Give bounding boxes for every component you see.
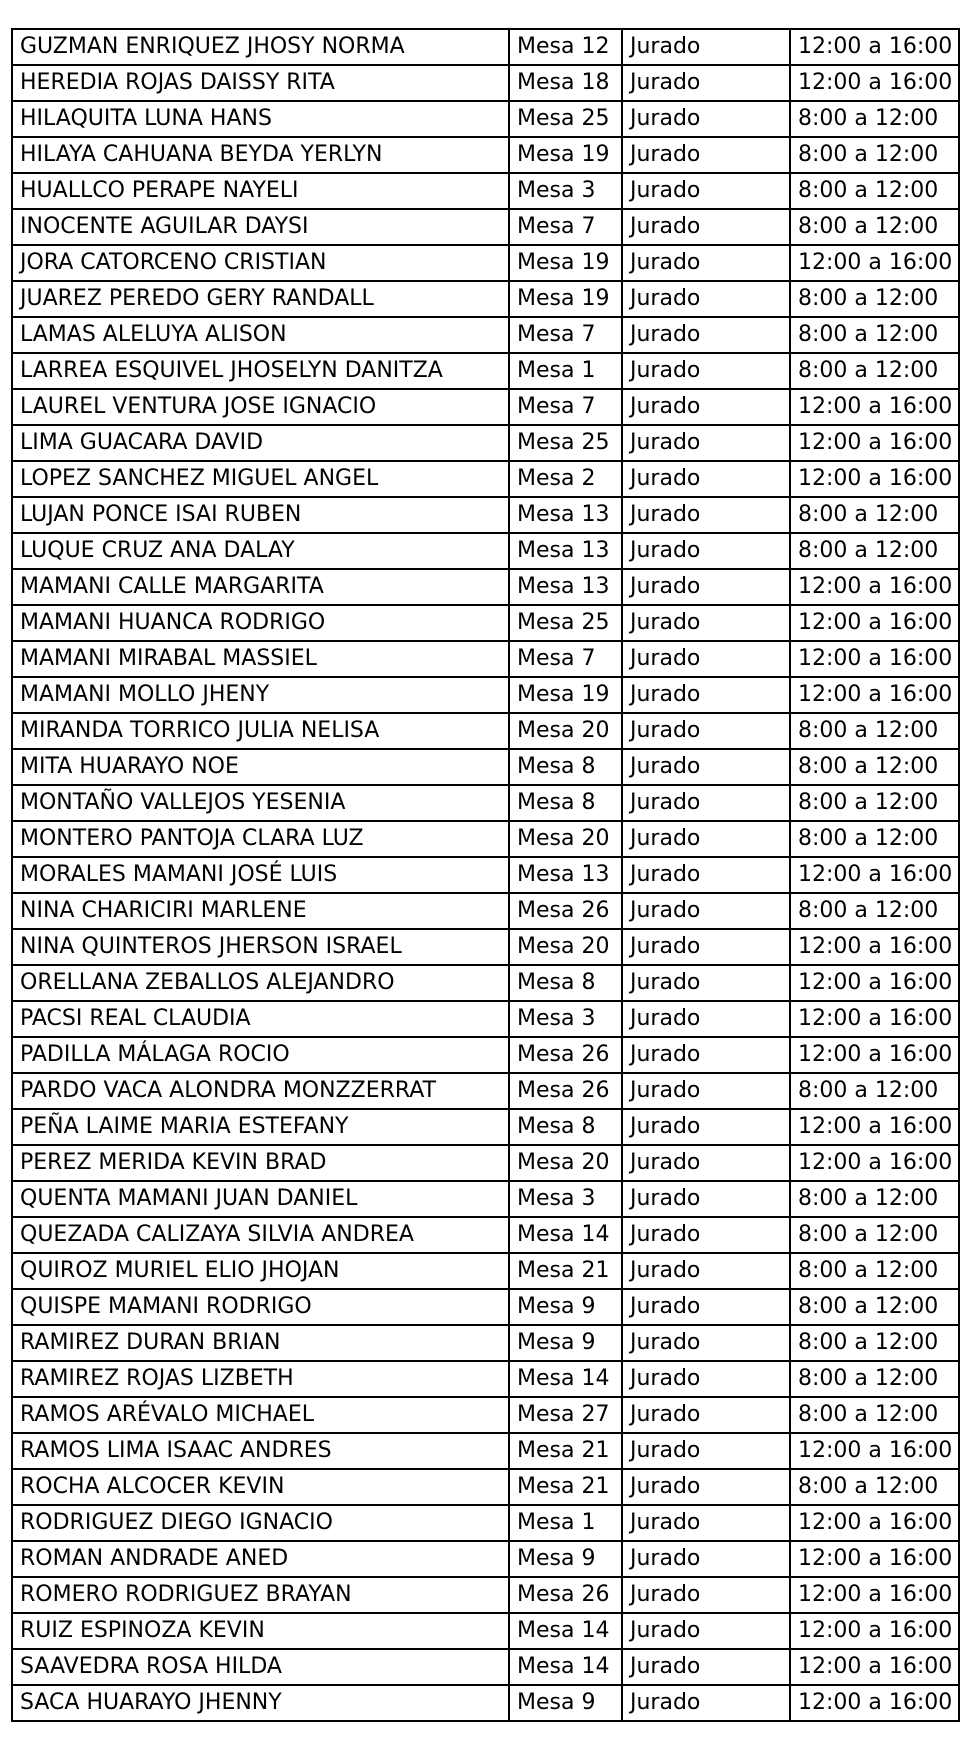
name-cell: LARREA ESQUIVEL JHOSELYN DANITZA bbox=[12, 353, 509, 389]
mesa-cell: Mesa 21 bbox=[509, 1433, 622, 1469]
name-cell: NINA CHARICIRI MARLENE bbox=[12, 893, 509, 929]
mesa-cell: Mesa 14 bbox=[509, 1613, 622, 1649]
table-row bbox=[12, 29, 959, 65]
table-row bbox=[12, 1109, 959, 1145]
role-cell: Jurado bbox=[622, 1613, 790, 1649]
schedule-cell: 8:00 a 12:00 bbox=[790, 1217, 959, 1253]
schedule-cell: 12:00 a 16:00 bbox=[790, 1613, 959, 1649]
schedule-cell: 8:00 a 12:00 bbox=[790, 1397, 959, 1433]
name-cell: QUIROZ MURIEL ELIO JHOJAN bbox=[12, 1253, 509, 1289]
table-row bbox=[12, 1433, 959, 1469]
mesa-cell: Mesa 25 bbox=[509, 101, 622, 137]
role-cell: Jurado bbox=[622, 1577, 790, 1613]
schedule-cell: 12:00 a 16:00 bbox=[790, 389, 959, 425]
mesa-cell: Mesa 26 bbox=[509, 1037, 622, 1073]
name-cell: MAMANI CALLE MARGARITA bbox=[12, 569, 509, 605]
table-row bbox=[12, 1541, 959, 1577]
schedule-cell: 12:00 a 16:00 bbox=[790, 1001, 959, 1037]
schedule-cell: 8:00 a 12:00 bbox=[790, 281, 959, 317]
name-cell: LUJAN PONCE ISAI RUBEN bbox=[12, 497, 509, 533]
schedule-cell: 8:00 a 12:00 bbox=[790, 101, 959, 137]
schedule-cell: 12:00 a 16:00 bbox=[790, 641, 959, 677]
name-cell: ROMAN ANDRADE ANED bbox=[12, 1541, 509, 1577]
mesa-cell: Mesa 19 bbox=[509, 677, 622, 713]
mesa-cell: Mesa 20 bbox=[509, 821, 622, 857]
role-cell: Jurado bbox=[622, 965, 790, 1001]
name-cell: QUISPE MAMANI RODRIGO bbox=[12, 1289, 509, 1325]
assignment-table-body bbox=[12, 29, 959, 1721]
name-cell: LIMA GUACARA DAVID bbox=[12, 425, 509, 461]
name-cell: MONTERO PANTOJA CLARA LUZ bbox=[12, 821, 509, 857]
role-cell: Jurado bbox=[622, 1217, 790, 1253]
role-cell: Jurado bbox=[622, 29, 790, 65]
schedule-cell: 8:00 a 12:00 bbox=[790, 317, 959, 353]
role-cell: Jurado bbox=[622, 389, 790, 425]
schedule-cell: 12:00 a 16:00 bbox=[790, 965, 959, 1001]
mesa-cell: Mesa 8 bbox=[509, 785, 622, 821]
schedule-cell: 12:00 a 16:00 bbox=[790, 1145, 959, 1181]
role-cell: Jurado bbox=[622, 929, 790, 965]
table-row bbox=[12, 353, 959, 389]
schedule-cell: 12:00 a 16:00 bbox=[790, 65, 959, 101]
role-cell: Jurado bbox=[622, 1685, 790, 1721]
role-cell: Jurado bbox=[622, 1541, 790, 1577]
name-cell: ROCHA ALCOCER KEVIN bbox=[12, 1469, 509, 1505]
table-row bbox=[12, 1289, 959, 1325]
table-row bbox=[12, 1649, 959, 1685]
name-cell: MONTAÑO VALLEJOS YESENIA bbox=[12, 785, 509, 821]
table-row bbox=[12, 1325, 959, 1361]
mesa-cell: Mesa 21 bbox=[509, 1469, 622, 1505]
role-cell: Jurado bbox=[622, 1433, 790, 1469]
role-cell: Jurado bbox=[622, 1037, 790, 1073]
name-cell: HILAQUITA LUNA HANS bbox=[12, 101, 509, 137]
name-cell: QUENTA MAMANI JUAN DANIEL bbox=[12, 1181, 509, 1217]
table-row bbox=[12, 713, 959, 749]
role-cell: Jurado bbox=[622, 425, 790, 461]
schedule-cell: 12:00 a 16:00 bbox=[790, 29, 959, 65]
mesa-cell: Mesa 7 bbox=[509, 389, 622, 425]
role-cell: Jurado bbox=[622, 101, 790, 137]
table-row bbox=[12, 605, 959, 641]
table-row bbox=[12, 533, 959, 569]
name-cell: HUALLCO PERAPE NAYELI bbox=[12, 173, 509, 209]
role-cell: Jurado bbox=[622, 1289, 790, 1325]
mesa-cell: Mesa 20 bbox=[509, 1145, 622, 1181]
mesa-cell: Mesa 8 bbox=[509, 749, 622, 785]
mesa-cell: Mesa 3 bbox=[509, 1181, 622, 1217]
name-cell: PEÑA LAIME MARIA ESTEFANY bbox=[12, 1109, 509, 1145]
mesa-cell: Mesa 14 bbox=[509, 1361, 622, 1397]
table-row bbox=[12, 1037, 959, 1073]
schedule-cell: 12:00 a 16:00 bbox=[790, 1505, 959, 1541]
table-row bbox=[12, 677, 959, 713]
role-cell: Jurado bbox=[622, 65, 790, 101]
name-cell: PADILLA MÁLAGA ROCIO bbox=[12, 1037, 509, 1073]
table-row bbox=[12, 1217, 959, 1253]
role-cell: Jurado bbox=[622, 641, 790, 677]
name-cell: LAUREL VENTURA JOSE IGNACIO bbox=[12, 389, 509, 425]
schedule-cell: 12:00 a 16:00 bbox=[790, 569, 959, 605]
mesa-cell: Mesa 9 bbox=[509, 1325, 622, 1361]
role-cell: Jurado bbox=[622, 533, 790, 569]
schedule-cell: 12:00 a 16:00 bbox=[790, 929, 959, 965]
table-row bbox=[12, 1073, 959, 1109]
mesa-cell: Mesa 19 bbox=[509, 245, 622, 281]
schedule-cell: 12:00 a 16:00 bbox=[790, 245, 959, 281]
role-cell: Jurado bbox=[622, 353, 790, 389]
role-cell: Jurado bbox=[622, 317, 790, 353]
table-row bbox=[12, 1001, 959, 1037]
mesa-cell: Mesa 13 bbox=[509, 533, 622, 569]
role-cell: Jurado bbox=[622, 785, 790, 821]
table-row bbox=[12, 425, 959, 461]
mesa-cell: Mesa 13 bbox=[509, 497, 622, 533]
role-cell: Jurado bbox=[622, 1073, 790, 1109]
table-row bbox=[12, 209, 959, 245]
name-cell: MAMANI MIRABAL MASSIEL bbox=[12, 641, 509, 677]
mesa-cell: Mesa 14 bbox=[509, 1217, 622, 1253]
mesa-cell: Mesa 25 bbox=[509, 425, 622, 461]
schedule-cell: 8:00 a 12:00 bbox=[790, 1325, 959, 1361]
table-row bbox=[12, 1361, 959, 1397]
mesa-cell: Mesa 20 bbox=[509, 713, 622, 749]
mesa-cell: Mesa 27 bbox=[509, 1397, 622, 1433]
role-cell: Jurado bbox=[622, 1361, 790, 1397]
table-row bbox=[12, 497, 959, 533]
role-cell: Jurado bbox=[622, 1397, 790, 1433]
name-cell: PARDO VACA ALONDRA MONZZERRAT bbox=[12, 1073, 509, 1109]
mesa-cell: Mesa 25 bbox=[509, 605, 622, 641]
name-cell: RAMOS ARÉVALO MICHAEL bbox=[12, 1397, 509, 1433]
schedule-cell: 8:00 a 12:00 bbox=[790, 1469, 959, 1505]
mesa-cell: Mesa 7 bbox=[509, 641, 622, 677]
mesa-cell: Mesa 3 bbox=[509, 173, 622, 209]
table-row bbox=[12, 317, 959, 353]
role-cell: Jurado bbox=[622, 605, 790, 641]
schedule-cell: 8:00 a 12:00 bbox=[790, 821, 959, 857]
mesa-cell: Mesa 20 bbox=[509, 929, 622, 965]
mesa-cell: Mesa 19 bbox=[509, 281, 622, 317]
mesa-cell: Mesa 13 bbox=[509, 857, 622, 893]
table-row bbox=[12, 641, 959, 677]
table-row bbox=[12, 821, 959, 857]
table-row bbox=[12, 785, 959, 821]
schedule-cell: 8:00 a 12:00 bbox=[790, 353, 959, 389]
name-cell: HILAYA CAHUANA BEYDA YERLYN bbox=[12, 137, 509, 173]
schedule-cell: 8:00 a 12:00 bbox=[790, 533, 959, 569]
role-cell: Jurado bbox=[622, 1253, 790, 1289]
name-cell: HEREDIA ROJAS DAISSY RITA bbox=[12, 65, 509, 101]
mesa-cell: Mesa 1 bbox=[509, 1505, 622, 1541]
role-cell: Jurado bbox=[622, 1145, 790, 1181]
name-cell: MIRANDA TORRICO JULIA NELISA bbox=[12, 713, 509, 749]
name-cell: PACSI REAL CLAUDIA bbox=[12, 1001, 509, 1037]
name-cell: SACA HUARAYO JHENNY bbox=[12, 1685, 509, 1721]
table-row bbox=[12, 1505, 959, 1541]
name-cell: MITA HUARAYO NOE bbox=[12, 749, 509, 785]
schedule-cell: 8:00 a 12:00 bbox=[790, 497, 959, 533]
table-row bbox=[12, 245, 959, 281]
name-cell: RODRIGUEZ DIEGO IGNACIO bbox=[12, 1505, 509, 1541]
schedule-cell: 12:00 a 16:00 bbox=[790, 1541, 959, 1577]
name-cell: RAMIREZ ROJAS LIZBETH bbox=[12, 1361, 509, 1397]
table-row bbox=[12, 1577, 959, 1613]
table-row bbox=[12, 1469, 959, 1505]
mesa-cell: Mesa 2 bbox=[509, 461, 622, 497]
name-cell: SAAVEDRA ROSA HILDA bbox=[12, 1649, 509, 1685]
name-cell: ROMERO RODRIGUEZ BRAYAN bbox=[12, 1577, 509, 1613]
table-row bbox=[12, 137, 959, 173]
assignment-table bbox=[11, 28, 960, 1722]
table-row bbox=[12, 965, 959, 1001]
mesa-cell: Mesa 14 bbox=[509, 1649, 622, 1685]
schedule-cell: 12:00 a 16:00 bbox=[790, 1433, 959, 1469]
schedule-cell: 8:00 a 12:00 bbox=[790, 137, 959, 173]
role-cell: Jurado bbox=[622, 1469, 790, 1505]
table-row bbox=[12, 1397, 959, 1433]
schedule-cell: 12:00 a 16:00 bbox=[790, 425, 959, 461]
role-cell: Jurado bbox=[622, 713, 790, 749]
name-cell: MAMANI MOLLO JHENY bbox=[12, 677, 509, 713]
mesa-cell: Mesa 9 bbox=[509, 1289, 622, 1325]
schedule-cell: 12:00 a 16:00 bbox=[790, 1649, 959, 1685]
role-cell: Jurado bbox=[622, 1181, 790, 1217]
schedule-cell: 12:00 a 16:00 bbox=[790, 605, 959, 641]
role-cell: Jurado bbox=[622, 821, 790, 857]
table-row bbox=[12, 893, 959, 929]
schedule-cell: 12:00 a 16:00 bbox=[790, 857, 959, 893]
table-row bbox=[12, 281, 959, 317]
mesa-cell: Mesa 9 bbox=[509, 1685, 622, 1721]
mesa-cell: Mesa 9 bbox=[509, 1541, 622, 1577]
mesa-cell: Mesa 21 bbox=[509, 1253, 622, 1289]
schedule-cell: 12:00 a 16:00 bbox=[790, 461, 959, 497]
mesa-cell: Mesa 8 bbox=[509, 965, 622, 1001]
schedule-cell: 12:00 a 16:00 bbox=[790, 1037, 959, 1073]
table-row bbox=[12, 389, 959, 425]
name-cell: MAMANI HUANCA RODRIGO bbox=[12, 605, 509, 641]
schedule-cell: 8:00 a 12:00 bbox=[790, 893, 959, 929]
table-row bbox=[12, 1145, 959, 1181]
name-cell: INOCENTE AGUILAR DAYSI bbox=[12, 209, 509, 245]
role-cell: Jurado bbox=[622, 1109, 790, 1145]
role-cell: Jurado bbox=[622, 1505, 790, 1541]
mesa-cell: Mesa 7 bbox=[509, 209, 622, 245]
role-cell: Jurado bbox=[622, 461, 790, 497]
schedule-cell: 8:00 a 12:00 bbox=[790, 1361, 959, 1397]
mesa-cell: Mesa 18 bbox=[509, 65, 622, 101]
name-cell: LOPEZ SANCHEZ MIGUEL ANGEL bbox=[12, 461, 509, 497]
schedule-cell: 8:00 a 12:00 bbox=[790, 1289, 959, 1325]
table-row bbox=[12, 65, 959, 101]
role-cell: Jurado bbox=[622, 209, 790, 245]
schedule-cell: 12:00 a 16:00 bbox=[790, 1577, 959, 1613]
mesa-cell: Mesa 1 bbox=[509, 353, 622, 389]
mesa-cell: Mesa 26 bbox=[509, 1073, 622, 1109]
role-cell: Jurado bbox=[622, 281, 790, 317]
table-row bbox=[12, 749, 959, 785]
role-cell: Jurado bbox=[622, 893, 790, 929]
mesa-cell: Mesa 19 bbox=[509, 137, 622, 173]
role-cell: Jurado bbox=[622, 1325, 790, 1361]
role-cell: Jurado bbox=[622, 677, 790, 713]
name-cell: JORA CATORCENO CRISTIAN bbox=[12, 245, 509, 281]
schedule-cell: 12:00 a 16:00 bbox=[790, 1109, 959, 1145]
name-cell: QUEZADA CALIZAYA SILVIA ANDREA bbox=[12, 1217, 509, 1253]
schedule-cell: 8:00 a 12:00 bbox=[790, 209, 959, 245]
name-cell: RAMOS LIMA ISAAC ANDRES bbox=[12, 1433, 509, 1469]
schedule-cell: 8:00 a 12:00 bbox=[790, 1073, 959, 1109]
role-cell: Jurado bbox=[622, 497, 790, 533]
name-cell: LAMAS ALELUYA ALISON bbox=[12, 317, 509, 353]
schedule-cell: 8:00 a 12:00 bbox=[790, 1181, 959, 1217]
name-cell: ORELLANA ZEBALLOS ALEJANDRO bbox=[12, 965, 509, 1001]
mesa-cell: Mesa 8 bbox=[509, 1109, 622, 1145]
table-row bbox=[12, 857, 959, 893]
name-cell: GUZMAN ENRIQUEZ JHOSY NORMA bbox=[12, 29, 509, 65]
table-row bbox=[12, 1613, 959, 1649]
name-cell: RUIZ ESPINOZA KEVIN bbox=[12, 1613, 509, 1649]
role-cell: Jurado bbox=[622, 749, 790, 785]
mesa-cell: Mesa 3 bbox=[509, 1001, 622, 1037]
name-cell: NINA QUINTEROS JHERSON ISRAEL bbox=[12, 929, 509, 965]
schedule-cell: 8:00 a 12:00 bbox=[790, 785, 959, 821]
schedule-cell: 8:00 a 12:00 bbox=[790, 749, 959, 785]
name-cell: MORALES MAMANI JOSÉ LUIS bbox=[12, 857, 509, 893]
mesa-cell: Mesa 13 bbox=[509, 569, 622, 605]
mesa-cell: Mesa 12 bbox=[509, 29, 622, 65]
mesa-cell: Mesa 7 bbox=[509, 317, 622, 353]
table-row bbox=[12, 1253, 959, 1289]
name-cell: RAMIREZ DURAN BRIAN bbox=[12, 1325, 509, 1361]
mesa-cell: Mesa 26 bbox=[509, 1577, 622, 1613]
schedule-cell: 8:00 a 12:00 bbox=[790, 173, 959, 209]
table-row bbox=[12, 569, 959, 605]
name-cell: LUQUE CRUZ ANA DALAY bbox=[12, 533, 509, 569]
role-cell: Jurado bbox=[622, 857, 790, 893]
name-cell: PEREZ MERIDA KEVIN BRAD bbox=[12, 1145, 509, 1181]
schedule-cell: 8:00 a 12:00 bbox=[790, 1253, 959, 1289]
name-cell: JUAREZ PEREDO GERY RANDALL bbox=[12, 281, 509, 317]
role-cell: Jurado bbox=[622, 1649, 790, 1685]
role-cell: Jurado bbox=[622, 1001, 790, 1037]
role-cell: Jurado bbox=[622, 569, 790, 605]
table-row bbox=[12, 1685, 959, 1721]
schedule-cell: 12:00 a 16:00 bbox=[790, 1685, 959, 1721]
mesa-cell: Mesa 26 bbox=[509, 893, 622, 929]
table-row bbox=[12, 101, 959, 137]
table-row bbox=[12, 461, 959, 497]
table-row bbox=[12, 929, 959, 965]
role-cell: Jurado bbox=[622, 137, 790, 173]
role-cell: Jurado bbox=[622, 245, 790, 281]
table-row bbox=[12, 173, 959, 209]
role-cell: Jurado bbox=[622, 173, 790, 209]
schedule-cell: 8:00 a 12:00 bbox=[790, 713, 959, 749]
schedule-cell: 12:00 a 16:00 bbox=[790, 677, 959, 713]
table-row bbox=[12, 1181, 959, 1217]
